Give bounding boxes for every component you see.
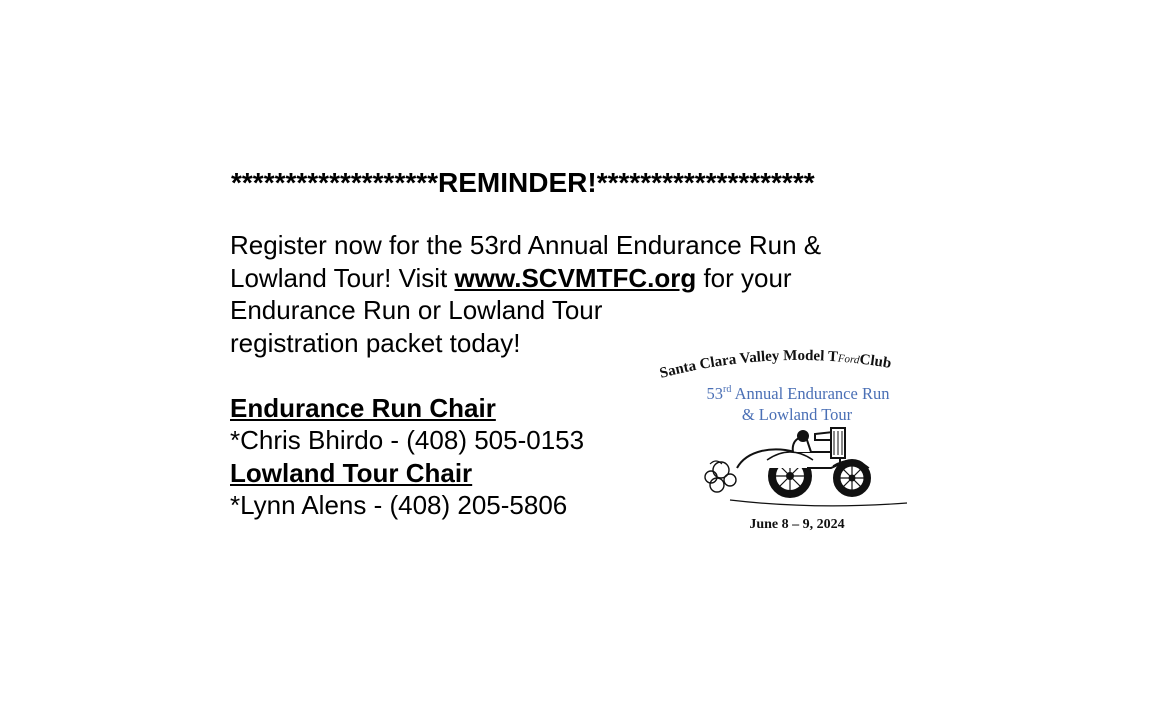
intro-line-4: registration packet today! [230,327,521,358]
club-name-part2: Club [858,351,893,372]
website-link[interactable]: www.SCVMTFC.org [454,262,697,293]
lowland-chair-heading: Lowland Tour Chair [230,457,473,488]
intro-line-2-pre: Lowland Tour! Visit [230,262,455,293]
event-date: June 8 – 9, 2024 [749,517,845,532]
ford-script: Ford [837,352,861,367]
intro-line-2 [230,262,930,295]
club-name-arc [658,348,892,382]
dust-cloud-icon [705,461,736,492]
intro-line-1: Register now for the 53rd Annual Endurance Run & [230,230,822,260]
reminder-headline: *******************REMINDER!******************** [231,167,815,198]
lowland-chair-contact: *Lynn Alens - (408) 205-5806 [230,490,568,520]
event-title-line-2: & Lowland Tour [741,405,853,424]
event-suffix: rd [723,384,732,395]
event-logo [655,340,945,540]
event-title-rest: Annual Endurance Run [731,384,890,403]
endurance-chair-contact: *Chris Bhirdo - (408) 505-0153 [230,425,585,455]
event-number: 53 [706,384,724,403]
event-title-line-1 [707,384,890,403]
club-name-part1: Santa Clara Valley Model T [658,347,839,382]
race-car-illustration [705,428,907,506]
intro-line-3: Endurance Run or Lowland Tour [230,295,603,325]
endurance-chair-heading: Endurance Run Chair [230,392,496,423]
intro-line-2-post: for your [696,262,792,293]
